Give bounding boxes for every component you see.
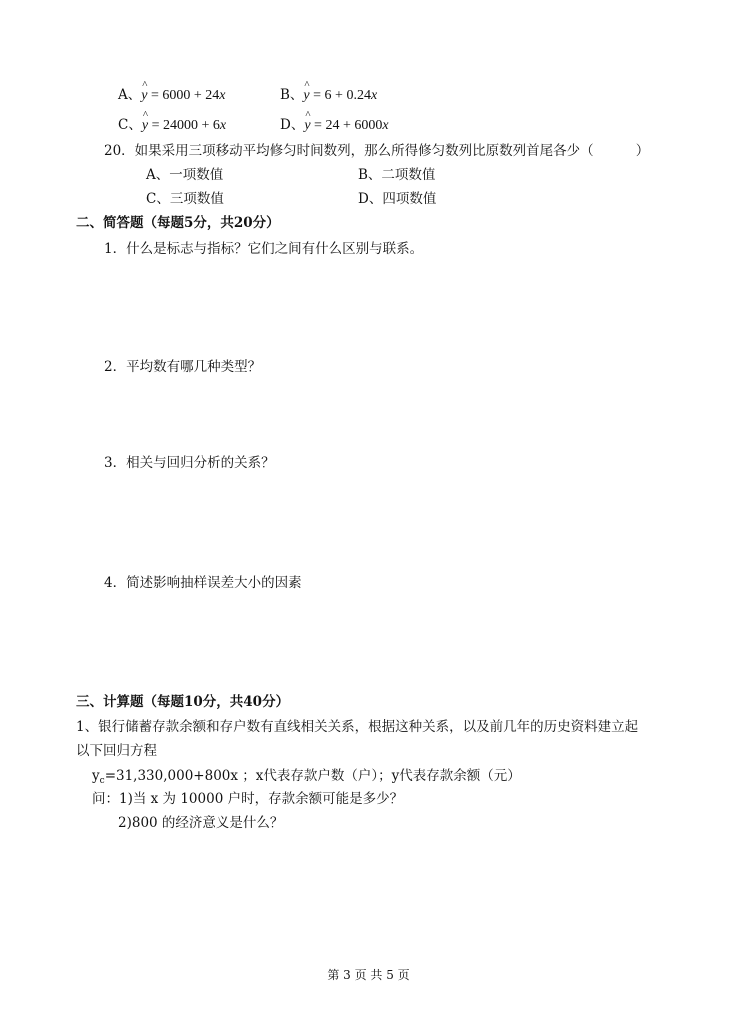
section3-ask-1: 问：1)当 x 为 10000 户时，存款余额可能是多少？ [92, 791, 404, 807]
section2-question-4: 4．简述影响抽样误差大小的因素 [104, 575, 302, 591]
q19-option-b: B、^ y = 6 + 0.24x [280, 86, 377, 105]
q20-option-b: B、二项数值 [358, 167, 436, 183]
section3-title: 三、计算题（每题10分，共40分） [76, 694, 290, 710]
section3-q1-line2: 以下回归方程 [76, 743, 157, 759]
page-footer: 第 3 页 共 5 页 [327, 968, 410, 982]
q19-option-d: D、^ y = 24 + 6000x [280, 116, 389, 135]
section3-q1-line1: 1、银行储蓄存款余额和存户数有直线相关关系，根据这种关系，以及前几年的历史资料建立起 [76, 719, 639, 735]
section2-title: 二、简答题（每题5分，共20分） [76, 215, 280, 231]
section3-ask-2: 2)800 的经济意义是什么？ [118, 815, 284, 831]
q20-stem: 20．如果采用三项移动平均修匀时间数列，那么所得修匀数列比原数列首尾各少（ ） [104, 143, 650, 159]
q20-option-a: A、一项数值 [146, 167, 224, 183]
q19-option-c: C、^ y = 24000 + 6x [118, 116, 226, 135]
q20-option-d: D、四项数值 [358, 191, 437, 207]
section2-question-3: 3．相关与回归分析的关系？ [104, 455, 275, 471]
q20-option-c: C、三项数值 [146, 191, 224, 207]
q19-option-a: A、^ y = 6000 + 24x [118, 86, 226, 105]
regression-equation: $y_c=31,330,000+800x$ ；x代表存款户数（户）；y代表存款余额（元） [92, 768, 521, 786]
section2-question-1: 1．什么是标志与指标？它们之间有什么区别与联系。 [104, 241, 424, 257]
section2-question-2: 2．平均数有哪几种类型？ [104, 359, 262, 375]
